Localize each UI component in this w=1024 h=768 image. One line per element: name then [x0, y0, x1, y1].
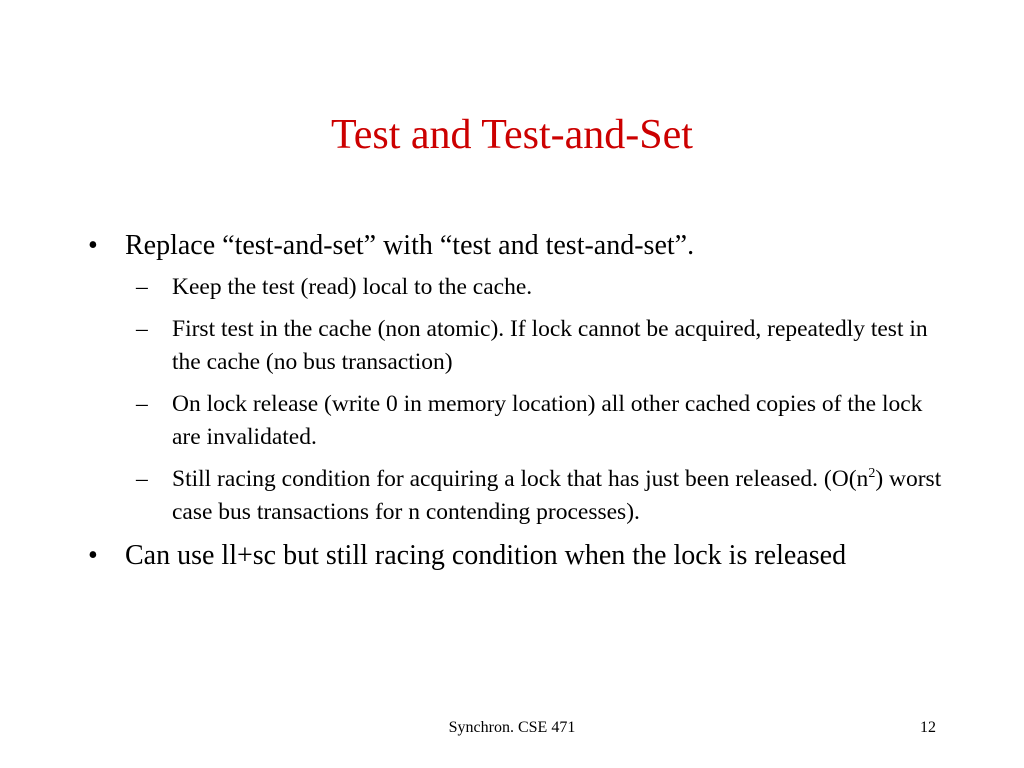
slide-title: Test and Test-and-Set — [331, 112, 693, 158]
sub-bullet-text-part: ) worst case bus transactions for n contending processes). — [172, 466, 942, 525]
sub-bullet-list — [136, 271, 948, 529]
superscript: 2 — [868, 466, 876, 482]
bullet-text: Can use ll+sc but still racing condition when the lock is released — [125, 540, 847, 571]
bullet-text: Replace “test-and-set” with “test and test-and-set”. — [125, 230, 695, 261]
sub-bullet-item — [136, 463, 948, 529]
sub-bullet-item — [136, 271, 948, 304]
sub-bullet-marker: – — [136, 316, 148, 342]
sub-bullet-text: On lock release (write 0 in memory location) all other cached copies of the lock are invalidated. — [172, 391, 923, 450]
sub-bullet-text: First test in the cache (non atomic). If lock cannot be acquired, repeatedly test in the cache (no bus transaction) — [172, 316, 928, 375]
footer-course-label: Synchron. CSE 471 — [448, 719, 576, 736]
sub-bullet-text — [172, 463, 948, 529]
slide-content — [88, 228, 948, 581]
sub-bullet-marker: – — [136, 466, 148, 492]
bullet-item — [88, 228, 948, 263]
sub-bullet-text-part: Still racing condition for acquiring a lock that has just been released. (O(n — [172, 466, 869, 492]
sub-bullet-item — [136, 313, 948, 379]
sub-bullet-marker: – — [136, 274, 148, 300]
sub-bullet-marker: – — [136, 391, 148, 417]
sub-bullet-item — [136, 388, 948, 454]
page-number: 12 — [920, 719, 936, 736]
bullet-marker: • — [88, 540, 98, 571]
bullet-item — [88, 538, 948, 573]
sub-bullet-text: Keep the test (read) local to the cache. — [172, 274, 533, 300]
bullet-marker: • — [88, 230, 98, 261]
